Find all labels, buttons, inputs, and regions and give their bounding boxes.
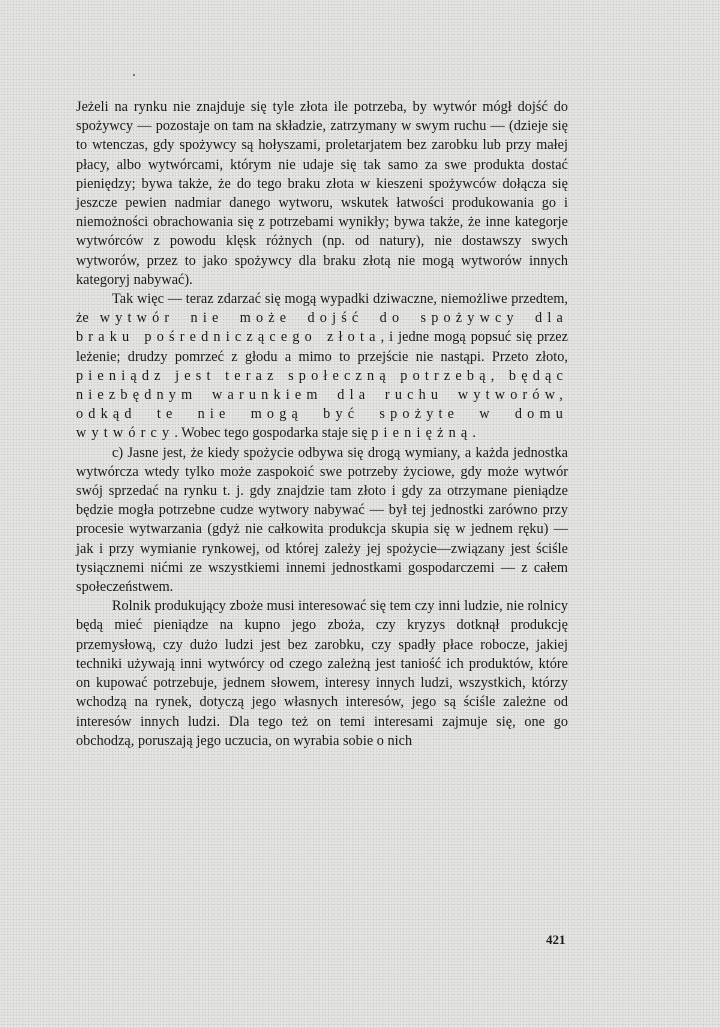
paragraph-2-emphasis: wytwór nie może dojść do spożywcy dla braku pośredniczącego złota: [76, 310, 568, 346]
print-speck: [133, 74, 135, 76]
paragraph-4: Rolnik produkujący zboże musi interesować się tem czy inni ludzie, nie rolnicy będą mieć pieniądze na kupno jego zboża, czy kryzys dotknął produkcję przemysłową, czy dużo ludzi jest bez zarobku, czy spadły płace robocze, jakiej techniki używają inni wytwórcy od czego zależną jest taniość ich produktów, które on kupować potrzebuje, jednem słowem, interesy innych ludzi, wszystkich, którzy wchodzą na rynek, dotyczą jego własnych interesów, jego są ściśle zależne od interesów innych ludzi. Dla tego też on temi interesami zajmuje się, one go obchodzą, poruszają jego uczucia, on wyrabia sobie o nich: [76, 598, 568, 749]
paragraph-1: Jeżeli na rynku nie znajduje się tyle złota ile potrzeba, by wytwór mógł dojść do spożywcy — pozostaje on tam na składzie, zatrzymany w swym ruchu — (dzieje się to wtenczas, gdy spożywcy są hołyszami, proletarjatem bez zarobku lub przy małej płacy, albo wytwórcami, którym nie udaje się tak samo za swe produkta dostać pieniędzy; bywa także, że do tego braku złota w kieszeni spożywców dołącza się jeszcze pewien nadmiar danego wytworu, wskutek łatwości produkowania go i niemożności obrachowania się z potrzebami wynikły; bywa także, że inne kategorje wytwórców z powodu klęsk różnych (np. od natury), nie dostawszy swych wytworów, przez to jako spożywcy dla braku złotą nie mogą wytworów innych kategoryj nabywać).: [76, 99, 568, 288]
paragraph-2-emphasis: pieniądz jest teraz społeczną potrzebą, będąc niezbędnym warunkiem dla ruchu wytworów, odkąd te nie mogą być spożyte w domu wytwórcy: [76, 367, 568, 442]
book-page: [76, 98, 568, 1028]
page-number: 421: [546, 932, 566, 947]
paragraph-3: c) Jasne jest, że kiedy spożycie odbywa się drogą wymiany, a każda jednostka wytwórcza wtedy tylko może zaspokoić swe potrzeby życiowe, gdy może wytwór swój sprzedać na rynku t. j. gdy znajdzie tam złoto i gdy za otrzymane pieniądze będzie mogła potrzebne cudze wytwory nabywać — był tej jednostki zarówno przy procesie wytwarzania (gdyż nie całkowita produkcja skupia się w jednem ręku) — jak i przy wymianie rynkowej, od której zależy jej spożycie—związany jest ściśle tysiącznemi nićmi ze wszystkiemi innemi jednostkami gospodarczemi — z całem społeczeństwem.: [76, 444, 568, 596]
paragraph-2-text: Tak więc — teraz zdarzać się mogą wypadki dziwaczne, niemożliwe przedtem, że: [76, 291, 568, 327]
paragraph-2-text: .: [472, 425, 477, 442]
paragraph-2-text: , i jedne mogą popsuć się przez leżenie; drudzy pomrzeć z głodu a mimo to przejście nie nastąpi. Przeto złoto,: [76, 329, 568, 365]
paragraph-2: [76, 290, 568, 444]
paragraph-2-emphasis: pieniężną: [371, 425, 473, 442]
paragraph-2-text: . Wobec tego gospodarka staje się: [174, 425, 372, 442]
